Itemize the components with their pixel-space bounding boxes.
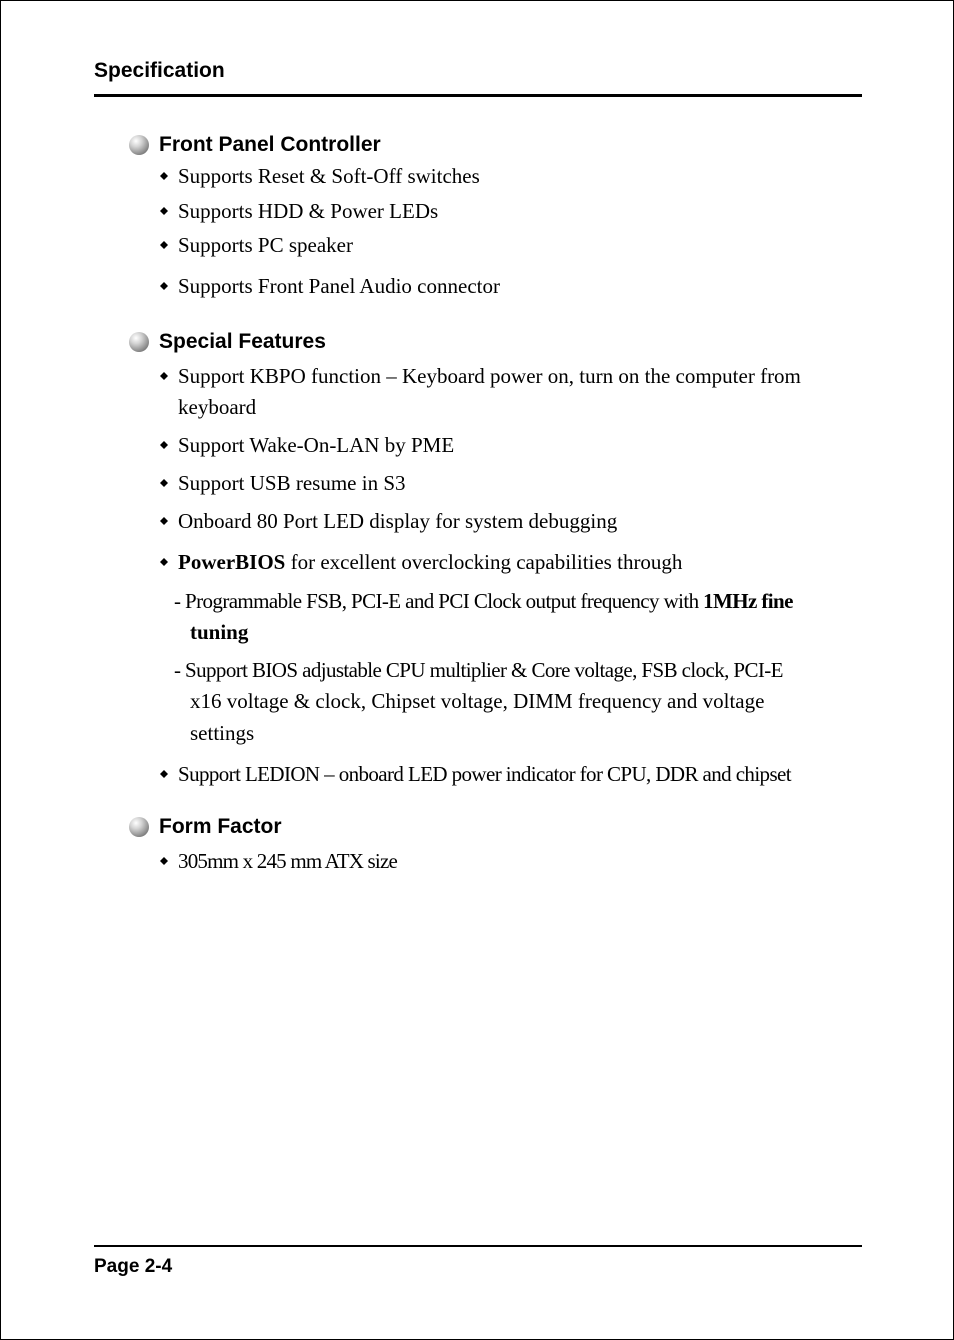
- diamond-bullet-icon: [159, 769, 169, 779]
- sub-item-bold: 1MHz fine: [703, 589, 793, 613]
- section-front-panel-controller: [129, 132, 381, 158]
- list-item-kbpo-line1: Support KBPO function – Keyboard power on, turn on the computer from: [178, 364, 801, 388]
- section-special-features: [129, 329, 326, 355]
- powerbios-rest: for excellent overclocking capabilities through: [285, 550, 683, 574]
- sub-item-programmable-line1: [174, 588, 793, 614]
- diamond-bullet-icon: [159, 281, 169, 291]
- sub-item-programmable-line2: tuning: [190, 620, 249, 644]
- list-item: Onboard 80 Port LED display for system debugging: [178, 509, 618, 533]
- diamond-bullet-icon: [159, 516, 169, 526]
- list-item: Supports PC speaker: [178, 233, 353, 257]
- gray-ball-icon: [129, 135, 149, 155]
- diamond-bullet-icon: [159, 371, 169, 381]
- diamond-bullet-icon: [159, 440, 169, 450]
- list-item: Supports HDD & Power LEDs: [178, 199, 439, 223]
- list-item: Supports Front Panel Audio connector: [178, 274, 500, 298]
- list-item: Support LEDION – onboard LED power indicator for CPU, DDR and chipset: [178, 762, 791, 786]
- section-title: Special Features: [159, 330, 326, 353]
- diamond-bullet-icon: [159, 171, 169, 181]
- footer-rule: [94, 1245, 862, 1247]
- sub-item-text: - Programmable FSB, PCI-E and PCI Clock output frequency with: [174, 589, 704, 613]
- sub-item-bios-line1: - Support BIOS adjustable CPU multiplier & Core voltage, FSB clock, PCI-E: [174, 658, 783, 682]
- page-header-title: Specification: [94, 59, 225, 82]
- sub-item-bios-line2: x16 voltage & clock, Chipset voltage, DIMM frequency and voltage: [190, 689, 765, 713]
- diamond-bullet-icon: [159, 856, 169, 866]
- section-title: Form Factor: [159, 815, 282, 838]
- gray-ball-icon: [129, 817, 149, 837]
- list-item: Support USB resume in S3: [178, 471, 406, 495]
- diamond-bullet-icon: [159, 557, 169, 567]
- list-item-powerbios: [178, 549, 682, 575]
- sub-item-bios-line3: settings: [190, 721, 255, 745]
- list-item-kbpo-line2: keyboard: [178, 395, 257, 419]
- diamond-bullet-icon: [159, 478, 169, 488]
- list-item: Support Wake-On-LAN by PME: [178, 433, 455, 457]
- list-item: Supports Reset & Soft-Off switches: [178, 164, 480, 188]
- header-rule: [94, 94, 862, 97]
- powerbios-bold: PowerBIOS: [178, 550, 286, 574]
- list-item: 305mm x 245 mm ATX size: [178, 849, 398, 873]
- diamond-bullet-icon: [159, 240, 169, 250]
- gray-ball-icon: [129, 332, 149, 352]
- section-title: Front Panel Controller: [159, 133, 381, 156]
- diamond-bullet-icon: [159, 206, 169, 216]
- page-number: Page 2-4: [94, 1256, 173, 1277]
- section-form-factor: [129, 814, 282, 840]
